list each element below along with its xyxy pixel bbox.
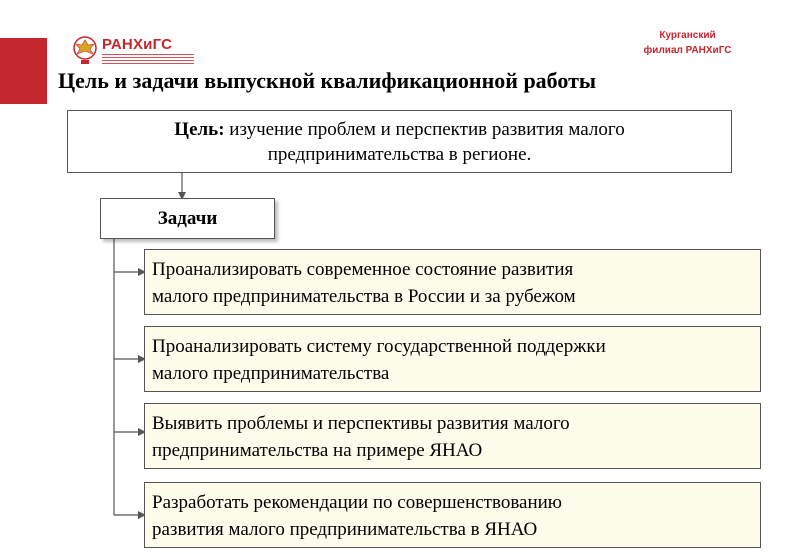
task-box-2 [144, 326, 761, 392]
goal-text-1: изучение проблем и перспектив развития малого [229, 119, 625, 140]
goal-line-1 [68, 117, 731, 142]
task-box-4 [144, 482, 761, 548]
task-3-line-2: предпринимательства на примере ЯНАО [152, 440, 483, 461]
task-2-line-2: малого предпринимательства [152, 363, 390, 384]
task-box-1 [144, 249, 761, 315]
task-2-line-1: Проанализировать систему государственной поддержки [152, 336, 606, 357]
goal-label: Цель: [174, 119, 225, 140]
tasks-header-box: Задачи [100, 198, 275, 239]
task-4-line-1: Разработать рекомендации по совершенствованию [152, 492, 563, 513]
task-3-line-1: Выявить проблемы и перспективы развития малого [152, 413, 570, 434]
goal-text-2: предпринимательства в регионе. [267, 144, 532, 165]
branch-line-2: филиал РАНХиГС [643, 45, 732, 56]
task-box-3 [144, 403, 761, 469]
task-1-line-1: Проанализировать современное состояние развития [152, 259, 574, 280]
goal-box [67, 110, 732, 173]
page-title: Цель и задачи выпускной квалификационной работы [58, 68, 597, 93]
logo-wordmark: РАНХиГС [102, 36, 173, 53]
task-4-line-2: развития малого предпринимательства в ЯНАО [152, 519, 538, 540]
task-1-line-2: малого предпринимательства в России и за рубежом [152, 286, 576, 307]
branch-line-1: Курганский [659, 30, 716, 41]
